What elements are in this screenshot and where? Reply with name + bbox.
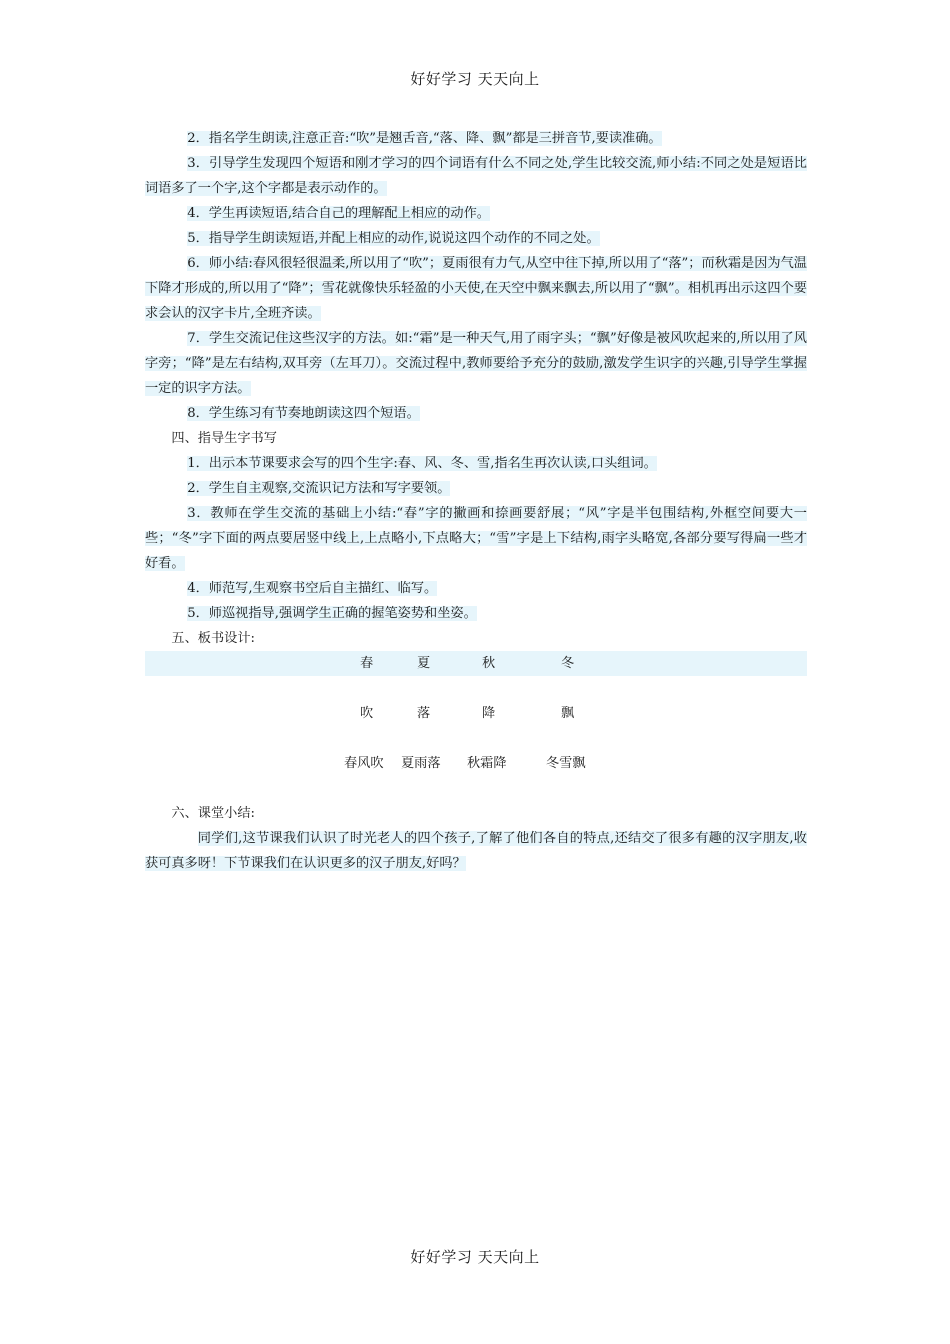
section-heading-5: 五、板书设计: [171, 631, 255, 646]
board-gap [145, 676, 807, 701]
paragraph-4 [145, 201, 807, 226]
board-gap [145, 726, 807, 751]
board-cell-fall: 落 [417, 706, 431, 721]
document-body [145, 126, 807, 876]
page-footer: 好好学习 天天向上 [410, 1248, 540, 1266]
paragraph-2 [145, 126, 807, 151]
board-cell-winter-snow: 冬雪飘 [546, 756, 586, 771]
board-cell-autumn: 秋 [482, 656, 496, 671]
paragraph-3 [145, 151, 807, 201]
writing-step-2-text: 2．学生自主观察,交流识记方法和写字要领。 [187, 481, 451, 496]
board-cell-summer-rain: 夏雨落 [401, 756, 441, 771]
writing-step-2 [145, 476, 807, 501]
page-header: 好好学习 天天向上 [410, 70, 540, 88]
paragraph-6 [145, 251, 807, 326]
board-cell-summer: 夏 [417, 656, 431, 671]
writing-step-4-text: 4．师范写,生观察书空后自主描红、临写。 [187, 581, 438, 596]
paragraph-7 [145, 326, 807, 401]
board-row-phrases [145, 751, 807, 776]
board-row-verbs [145, 701, 807, 726]
writing-step-3-text: 3．教师在学生交流的基础上小结:“春”字的撇画和捺画要舒展；“风”字是半包围结构,外框空间要大一些；“冬”字下面的两点要居竖中线上,上点略小,下点略大；“雪”字是上下结构,雨字头略宽,各部分要写得扁一些才好看。 [145, 506, 807, 571]
paragraph-7-text: 7．学生交流记住这些汉字的方法。如:“霜”是一种天气,用了雨字头；“飘”好像是被风吹起来的,所以用了风字旁；“降”是左右结构,双耳旁（左耳刀）。交流过程中,教师要给予充分的鼓励,激发学生识字的兴趣,引导学生掌握一定的识字方法。 [145, 331, 807, 396]
board-cell-float: 飘 [561, 706, 575, 721]
paragraph-6-text: 6．师小结:春风很轻很温柔,所以用了“吹”；夏雨很有力气,从空中往下掉,所以用了“落”；而秋霜是因为气温下降才形成的,所以用了“降”；雪花就像快乐轻盈的小天使,在天空中飘来飘去,所以用了“飘”。相机再出示这四个要求会认的汉字卡片,全班齐读。 [145, 256, 807, 321]
paragraph-2-text: 2．指名学生朗读,注意正音:“吹”是翘舌音,“落、降、飘”都是三拼音节,要读准确。 [187, 131, 662, 146]
paragraph-5 [145, 226, 807, 251]
writing-step-4 [145, 576, 807, 601]
class-summary [145, 826, 807, 876]
class-summary-text: 同学们,这节课我们认识了时光老人的四个孩子,了解了他们各自的特点,还结交了很多有趣的汉字朋友,收获可真多呀！下节课我们在认识更多的汉子朋友,好吗？ [145, 831, 807, 871]
board-cell-spring-wind: 春风吹 [344, 756, 384, 771]
writing-step-1-text: 1．出示本节课要求会写的四个生字:春、风、冬、雪,指名生再次认读,口头组词。 [187, 456, 657, 471]
board-row-seasons [145, 651, 807, 676]
section-heading-4: 四、指导生字书写 [171, 431, 277, 446]
writing-step-1 [145, 451, 807, 476]
board-cell-winter: 冬 [561, 656, 575, 671]
board-cell-blow: 吹 [360, 706, 374, 721]
paragraph-5-text: 5．指导学生朗读短语,并配上相应的动作,说说这四个动作的不同之处。 [187, 231, 600, 246]
board-cell-spring: 春 [360, 656, 374, 671]
paragraph-3-text: 3．引导学生发现四个短语和刚才学习的四个词语有什么不同之处,学生比较交流,师小结:不同之处是短语比词语多了一个字,这个字都是表示动作的。 [145, 156, 807, 196]
board-cell-autumn-frost: 秋霜降 [467, 756, 507, 771]
paragraph-8-text: 8．学生练习有节奏地朗读这四个短语。 [187, 406, 420, 421]
section-heading-6: 六、课堂小结: [171, 806, 255, 821]
writing-step-3 [145, 501, 807, 576]
writing-step-5-text: 5．师巡视指导,强调学生正确的握笔姿势和坐姿。 [187, 606, 477, 621]
board-cell-descend: 降 [482, 706, 496, 721]
spacer [145, 776, 807, 801]
writing-step-5 [145, 601, 807, 626]
paragraph-8 [145, 401, 807, 426]
paragraph-4-text: 4．学生再读短语,结合自己的理解配上相应的动作。 [187, 206, 490, 221]
board-design [145, 651, 807, 776]
